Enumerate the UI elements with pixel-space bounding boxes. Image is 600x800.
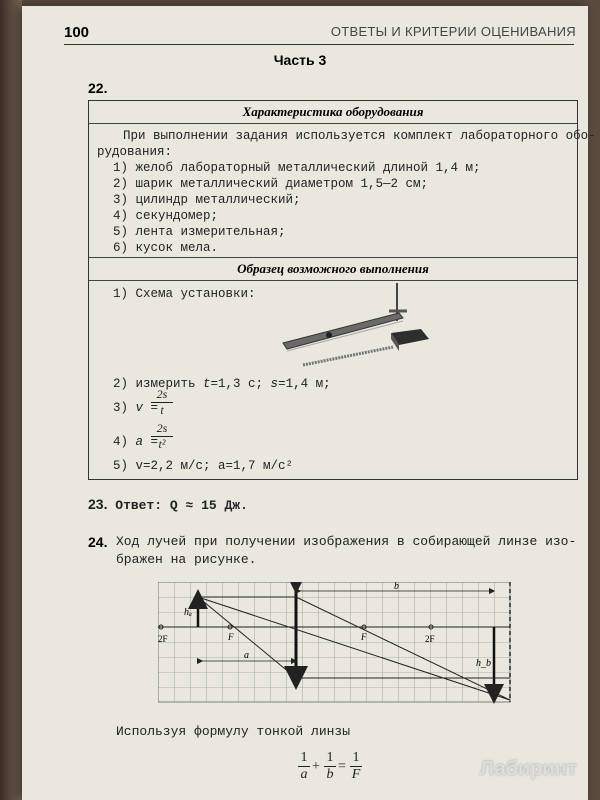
metal-chute bbox=[283, 313, 403, 349]
label-2F-right: 2F bbox=[425, 634, 435, 644]
equipment-item: 3) цилиндр металлический; bbox=[113, 193, 301, 207]
sample-header: Образец возможного выполнения bbox=[89, 257, 577, 281]
lens-ray-diagram bbox=[158, 582, 520, 706]
label-F-left: F bbox=[228, 632, 234, 642]
equipment-item: 5) лента измерительная; bbox=[113, 225, 286, 239]
page-number: 100 bbox=[64, 24, 90, 41]
equipment-intro-line2: рудования: bbox=[97, 145, 173, 159]
q24-text-line2: бражен на рисунке. bbox=[116, 552, 257, 567]
part-title: Часть 3 bbox=[273, 52, 327, 68]
step-3-velocity: 3) v = bbox=[113, 401, 159, 415]
book-spine-shadow bbox=[0, 0, 22, 800]
equipment-intro-line1: При выполнении задания используется комплект лабораторного обо- bbox=[123, 129, 596, 143]
measuring-tape bbox=[303, 347, 393, 365]
equipment-item: 1) желоб лабораторный металлический длиной 1,4 м; bbox=[113, 161, 481, 175]
label-a: a bbox=[244, 650, 249, 661]
incline-setup-illustration bbox=[279, 281, 439, 376]
watermark-logo: Лабиринт bbox=[480, 758, 577, 780]
running-title: ОТВЕТЫ И КРИТЕРИИ ОЦЕНИВАНИЯ bbox=[330, 24, 576, 39]
equipment-item: 6) кусок мела. bbox=[113, 241, 219, 255]
step-4-acceleration: 4) a = bbox=[113, 435, 159, 449]
question-23-answer: 23. Ответ: Q ≈ 15 Дж. bbox=[88, 496, 248, 513]
equipment-header: Характеристика оборудования bbox=[89, 101, 577, 124]
page-header bbox=[64, 22, 574, 45]
label-ha: hₐ bbox=[184, 607, 192, 618]
equipment-item: 2) шарик металлический диаметром 1,5—2 см; bbox=[113, 177, 429, 191]
question-24-number: 24. bbox=[88, 534, 108, 550]
step-5-result: 5) v=2,2 м/с; a=1,7 м/с² bbox=[113, 459, 294, 473]
step-1-scheme: 1) Схема установки: bbox=[113, 287, 256, 301]
metal-ball bbox=[326, 332, 332, 338]
velocity-fraction: $\frac{2s}{t}$ bbox=[151, 387, 173, 418]
equipment-item: 4) секундомер; bbox=[113, 209, 219, 223]
label-F-right: F bbox=[361, 632, 367, 642]
q22-answer-table bbox=[88, 100, 596, 480]
label-b: b bbox=[394, 582, 399, 592]
q24-text-line1: Ход лучей при получении изображения в собирающей линзе изо- bbox=[116, 534, 577, 549]
label-hb: h_b bbox=[476, 658, 491, 669]
step-2-measure: 2) измерить t=1,3 с; s=1,4 м; bbox=[113, 377, 331, 391]
label-2F-left: 2F bbox=[158, 634, 168, 644]
acceleration-fraction: $\frac{2s}{\text{t²}}$ bbox=[151, 421, 173, 452]
question-22-number: 22. bbox=[88, 80, 108, 96]
formula-intro: Используя формулу тонкой линзы bbox=[116, 724, 351, 739]
